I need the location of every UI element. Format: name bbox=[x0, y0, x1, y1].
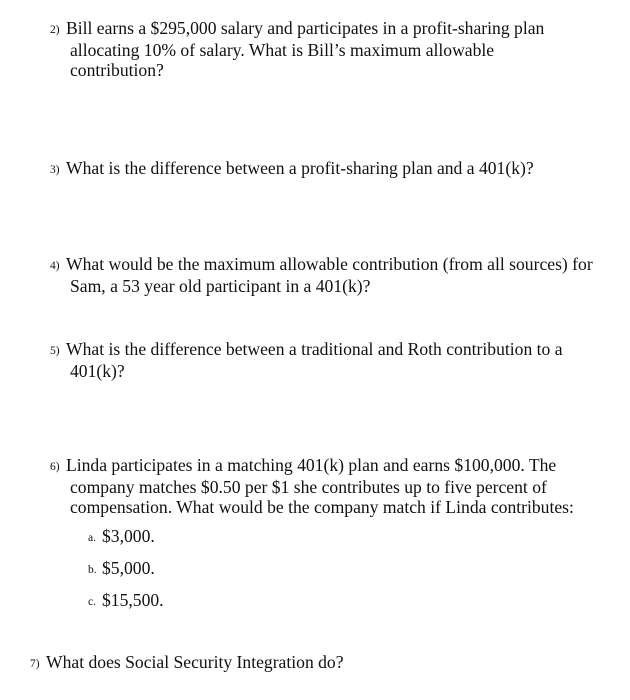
question-line bbox=[50, 158, 610, 180]
sub-item-letter: b. bbox=[88, 564, 97, 576]
question-text: 401(k)? bbox=[70, 361, 125, 381]
sub-item-letter: a. bbox=[88, 532, 96, 544]
question-text: What would be the maximum allowable contribution (from all sources) for bbox=[66, 254, 593, 274]
question-line bbox=[50, 455, 610, 477]
sub-item-a bbox=[88, 526, 155, 548]
question-line bbox=[30, 652, 590, 674]
question-line bbox=[50, 18, 610, 40]
sub-item-letter: c. bbox=[88, 596, 96, 608]
question-text: Bill earns a $295,000 salary and participates in a profit-sharing plan bbox=[66, 18, 545, 38]
question-2 bbox=[50, 18, 610, 80]
question-line bbox=[50, 339, 610, 361]
question-text: What does Social Security Integration do? bbox=[46, 652, 344, 672]
question-3 bbox=[50, 158, 610, 180]
question-number: 3) bbox=[50, 164, 60, 176]
question-6 bbox=[50, 455, 610, 517]
sub-item-text: $15,500. bbox=[102, 590, 164, 610]
sub-item-c bbox=[88, 590, 164, 612]
question-text: compensation. What would be the company match if Linda contributes: bbox=[70, 497, 574, 517]
question-number: 2) bbox=[50, 24, 60, 36]
question-7 bbox=[30, 652, 590, 674]
question-5 bbox=[50, 339, 610, 381]
question-text: What is the difference between a traditional and Roth contribution to a bbox=[66, 339, 563, 359]
question-number: 7) bbox=[30, 658, 40, 670]
question-number: 4) bbox=[50, 260, 60, 272]
question-text: Linda participates in a matching 401(k) plan and earns $100,000. The bbox=[66, 455, 557, 475]
question-number: 6) bbox=[50, 461, 60, 473]
question-text: contribution? bbox=[70, 60, 164, 80]
question-text: Sam, a 53 year old participant in a 401(k)? bbox=[70, 276, 371, 296]
question-text: company matches $0.50 per $1 she contributes up to five percent of bbox=[70, 477, 547, 497]
question-text: allocating 10% of salary. What is Bill’s maximum allowable bbox=[70, 40, 495, 60]
sub-item-text: $3,000. bbox=[102, 526, 155, 546]
question-number: 5) bbox=[50, 345, 60, 357]
question-text: What is the difference between a profit-sharing plan and a 401(k)? bbox=[66, 158, 534, 178]
sub-item-text: $5,000. bbox=[102, 558, 155, 578]
sub-item-b bbox=[88, 558, 155, 580]
question-line bbox=[50, 254, 610, 276]
question-4 bbox=[50, 254, 610, 296]
